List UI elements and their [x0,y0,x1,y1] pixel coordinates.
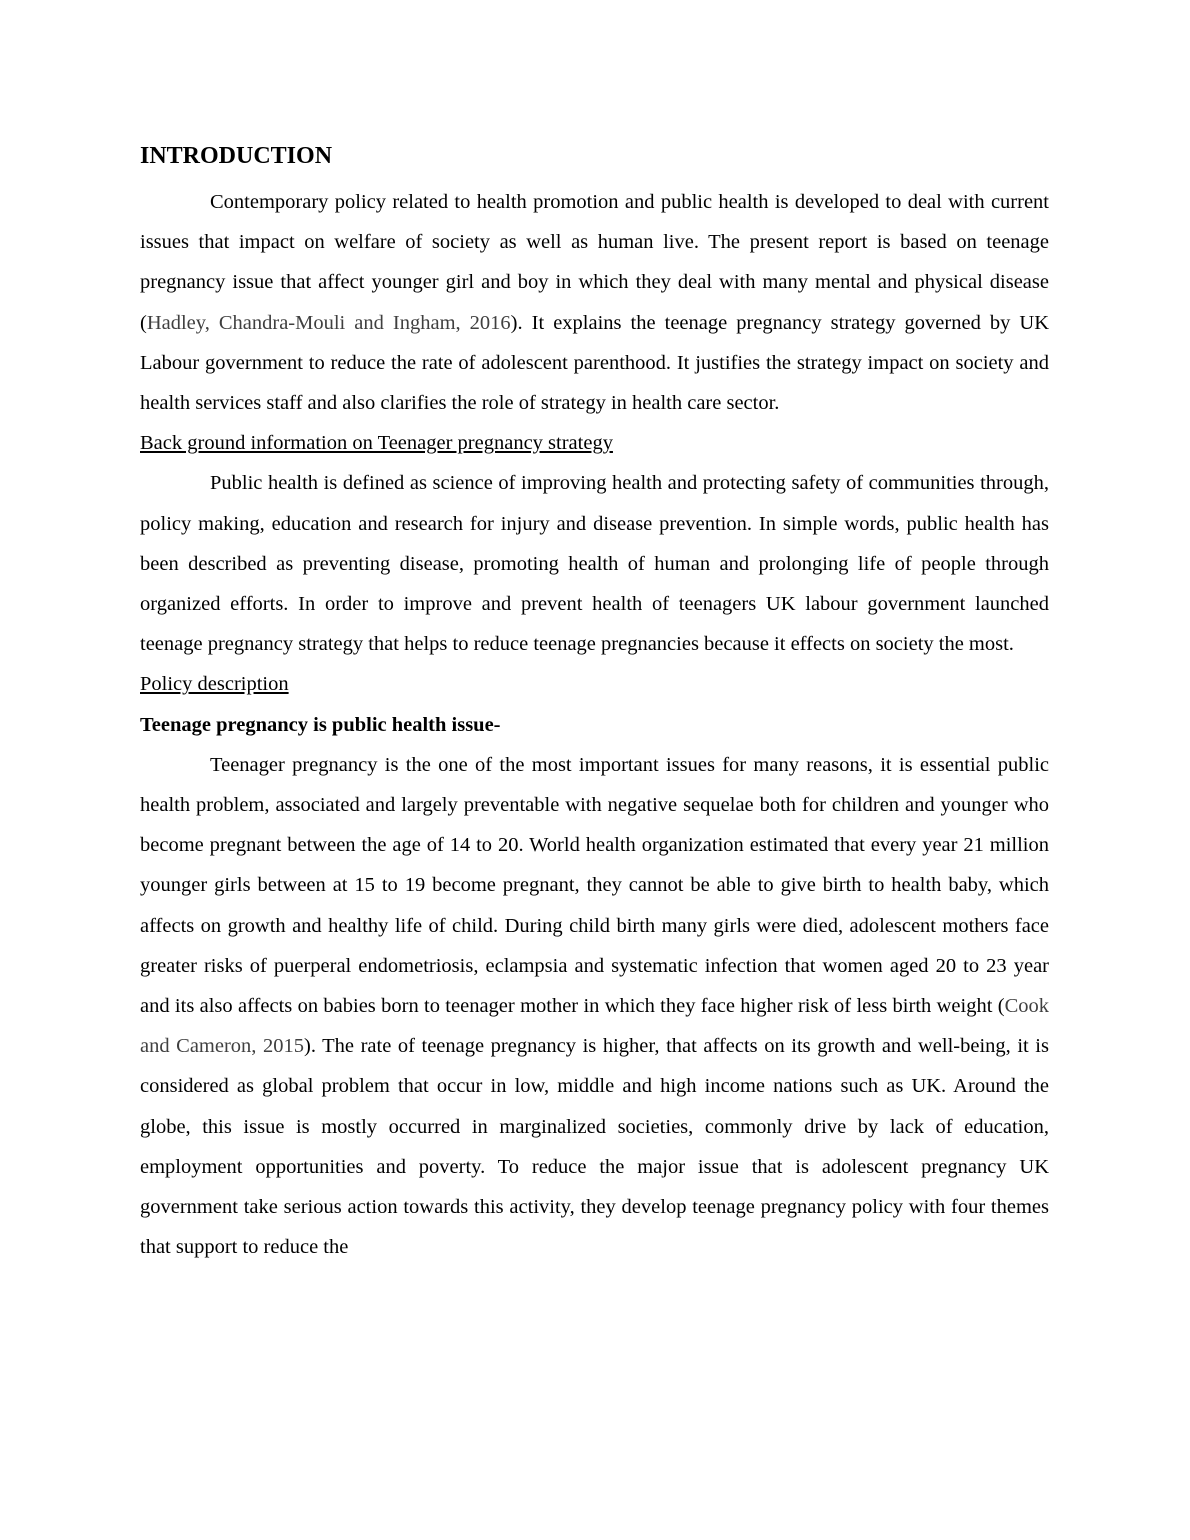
citation: Cook and Cameron, 2015 [140,995,1049,1058]
subheading-policy: Policy description [140,673,289,696]
section-heading: INTRODUCTION [140,143,333,169]
citation: Hadley, Chandra-Mouli and Ingham, 2016 [146,311,511,334]
issue-text: Teenager pregnancy is the one of the most important issues for many reasons, it is essential public health problem, associated and largely preventable with negative sequelae both for children and younger who become pregnant between the age of 14 to 20. World health organization estimated that every year 21 million younger girls between at 15 to 19 become pregnant, they cannot be able to give birth to health baby, which affects on growth and healthy life of child. During child birth many girls were died, adolescent mothers face greater risks of puerperal endometriosis, eclampsia and systematic infection that women aged 20 to 23 year and its also affects on babies born to teenager mother in which they face higher risk of less birth weight ( [140,753,1049,1018]
bold-subheading-issue: Teenage pregnancy is public health issue- [140,713,501,736]
intro-text-cont: ). It explains the teenage pregnancy strategy governed by UK Labour government to reduce the rate of adolescent parenthood. It justifies the strategy impact on society and health services staff and also clarifies the role of strategy in health care sector. [140,311,1049,415]
background-paragraph: Public health is defined as science of improving health and protecting safety of communities through, policy making, education and research for injury and disease prevention. In simple words, public health has been described as preventing disease, promoting health of human and prolonging life of people through organized efforts. In order to improve and prevent health of teenagers UK labour government launched teenage pregnancy strategy that helps to reduce teenage pregnancies because it effects on society the most. [140,472,1049,656]
intro-text: Contemporary policy related to health promotion and public health is developed to deal with current issues that impact on welfare of society as well as human live. The present report is based on teenage pregnancy issue that affect younger girl and boy in which they deal with many mental and physical disease ( [140,191,1049,334]
issue-text-cont: ). The rate of teenage pregnancy is higher, that affects on its growth and well-being, it is considered as global problem that occur in low, middle and high income nations such as UK. Around the globe, this issue is mostly occurred in marginalized societies, commonly drive by lack of education, employment opportunities and poverty. To reduce the major issue that is adolescent pregnancy UK government take serious action towards this activity, they develop teenage pregnancy policy with four themes that support to reduce the [140,1035,1049,1259]
intro-paragraph [140,182,1049,423]
issue-paragraph [140,745,1049,1268]
document-page [140,138,1049,1267]
subheading-background: Back ground information on Teenager pregnancy strategy [140,432,613,455]
